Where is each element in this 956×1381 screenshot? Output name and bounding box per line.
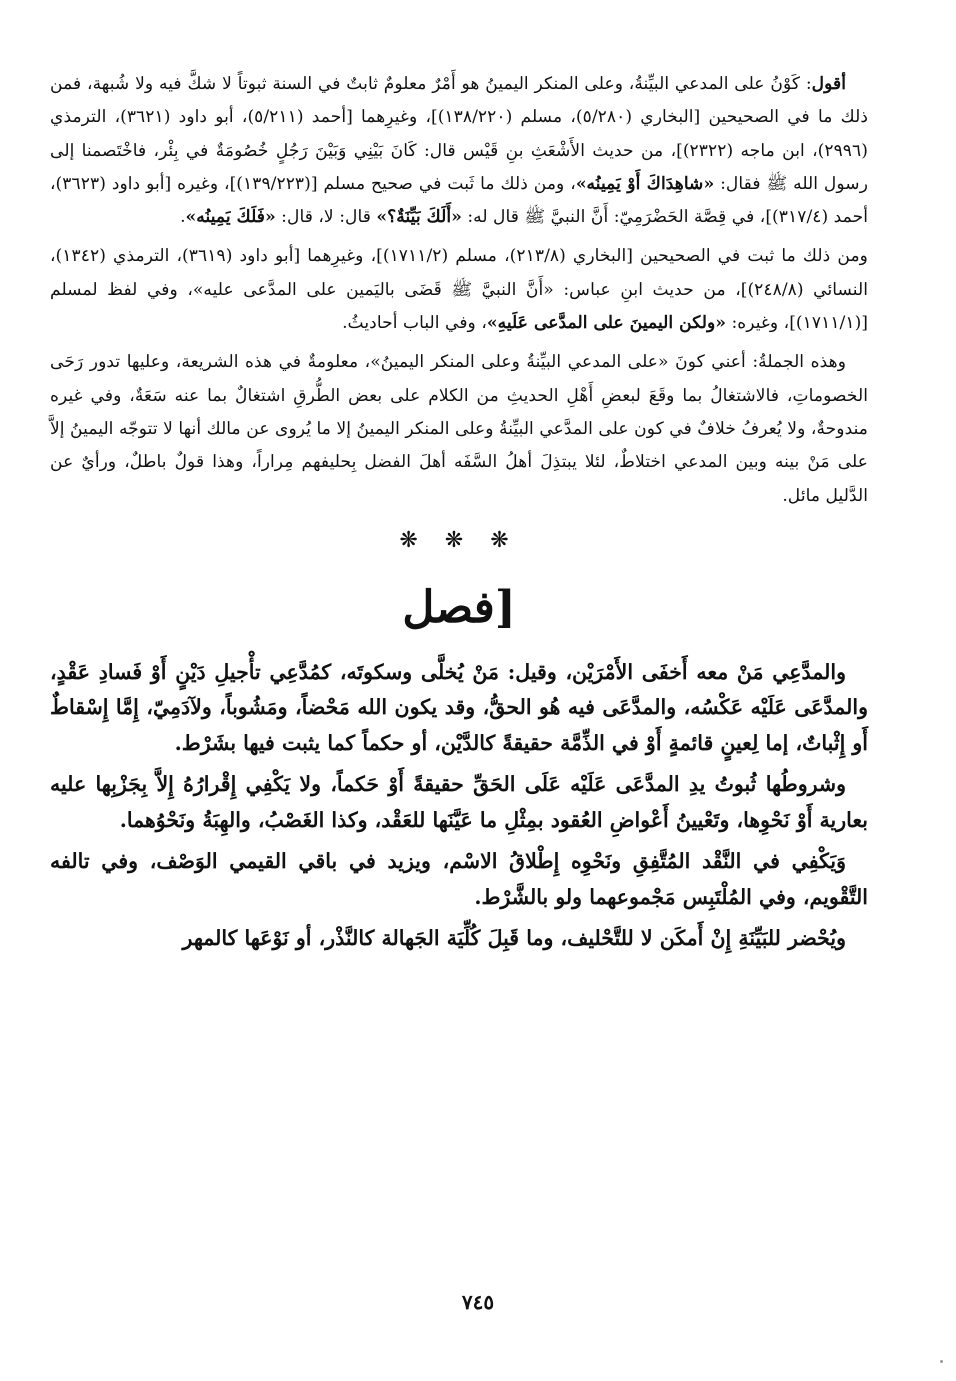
page-content xyxy=(50,68,868,963)
matn-paragraph: وشروطُها ثُبوتُ يدِ المدَّعَى عَلَيْه عَلَى الحَقِّ حقيقةً أَوْ حَكماً، ولا يَكْفِي إِقْرارُهُ إِلاَّ بِجَزْبِها عليه بعارية أَوْ نَحْوِها، وتَعْيينُ أَعْواضِ العُقود بمِثْلِ ما عَيَّنَها للعَقْد، وكذا الغَصْبُ، والهِبَةُ ونَحْوُهما. xyxy=(50,772,868,832)
commentary-2-text-2: ، وفي الباب أحاديثُ. xyxy=(342,313,487,334)
section-heading: [فصل xyxy=(402,581,516,633)
commentary-3-text: وهذه الجملةُ: أعني كونَ «على المدعي البيِّنةُ وعلى المنكر اليمينُ»، معلومةٌ في هذه الشريعة، وعليها تدور رَحَى الخصوماتِ، فالاشتغالُ بما وقَعَ لبعضِ أَهْلِ الحديثِ من الكلام على بعض الطُّرقِ اشتغالٌ بما عنه سَعَةٌ، وفي غيره مندوحةٌ، ولا يُعرفُ خلافٌ في كون على المدَّعي البيِّنةُ وعلى المنكر اليمينُ إلا ما يُروى عن مالك أنها لا تتوجّه اليمينُ إلاَّ على مَنْ بينه وبين المدعي اختلاطٌ، لئلا يبتذِلَ أهلُ السَّفَه أهلَ الفضل بِحليفهم مِراراً، وهذا قولٌ باطلٌ، ورأيٌ عن الدَّليل مائل. xyxy=(50,352,868,506)
commentary-2-text: ومن ذلك ما ثبت في الصحيحين [البخاري (٢١٣/٨)، مسلم (١٧١١/٢)]، وغيرِهما [أبو داود (٣٦١٩)، الترمذي (١٣٤٢)، النسائي (٢٤٨/٨)]، من حديث ابنِ عباس: «أَنَّ النبيَّ ﷺ قَضَى باليَمين على المدَّعى عليه»، وفي لفظ لمسلم [(١٧١١/١)]، وغيره: xyxy=(50,246,868,334)
matn-section xyxy=(50,655,868,957)
commentary-1-text: : كَوْنُ على المدعي البيِّنةُ، وعلى المنكر اليمينُ هو أَمْرٌ معلومٌ ثابتٌ في السنة ثبوتاً لا شكَّ فيه ولا شُبهة، فمن ذلك ما في الصحيحين [البخاري (٥/٢٨٠)، مسلم (١٣٨/٢٢٠)]، وغيرِهما [أحمد (٥/٢١١)، أبو داود (٣٦٢١)، الترمذي (٢٩٩٦)، ابن ماجه (٢٣٢٢)]، من حديث الأَشْعَثِ بنِ قَيْس قال: كَانَ بَيْنِي وَبَيْنَ رَجُلٍ خُصُومَةٌ في بِئْر، فاخْتَصمنا إلى رسول الله ﷺ فقال: xyxy=(50,74,868,194)
page-number: ٧٤٥ xyxy=(461,1290,495,1314)
hadith-quote: «ولكن اليمينَ على المدَّعى عَلَيهِ» xyxy=(486,313,726,334)
hadith-quote: «شاهِدَاكَ أَوْ يَمِينُه» xyxy=(575,173,715,194)
matn-paragraph: ويُحْضر للبَيِّنَةِ إِنْ أَمكَن لا للتَّحْليف، وما قَبِلَ كُلِّيَة الجَهالة كالنَّذْر، أو نَوْعَها كالمهر xyxy=(182,926,846,951)
section-separator: ❋ ❋ ❋ xyxy=(399,527,519,553)
hadith-quote: «أَلَكَ بَيِّنَةٌ؟» xyxy=(376,207,462,228)
commentary-section xyxy=(50,68,868,513)
matn-paragraph: والمدَّعِي مَنْ معه أَخفَى الأَمْرَيْن، وقيل: مَنْ يُخلَّى وسكوتَه، كمُدَّعِي تأْجيلِ دَيْنٍ أَوْ فَسادِ عَقْدٍ، والمدَّعَى عَلَيْه عَكْسُه، والمدَّعَى فيه هُو الحقُّ، وقد يكون الله مَحْضاً، ومَشُوباً، ولآدَمِيّ، إِمَّا إِسْقاطٌ أَو إِثْباتٌ، إما لِعينٍ قائمةٍ أَوْ في الذِّمَّة حقيقةً كالدَّيْن، أو حكماً كما يثبت فيها بشَرْط. xyxy=(50,659,868,755)
commentary-1-text-3: قال: لا، قال: xyxy=(275,207,377,228)
commentary-paragraph-1 xyxy=(50,68,868,234)
commentary-paragraph-2 xyxy=(50,240,868,340)
commentary-1-text-4: . xyxy=(180,207,186,228)
aqulu-lead: أقول xyxy=(811,74,846,94)
commentary-paragraph-3 xyxy=(50,346,868,512)
matn-paragraph: وَيَكْفِي في النَّقْد المُتَّفِقِ ونَحْوِه إِطْلاقُ الاسْم، ويزيد في باقي القيمي الوَصْف، وفي تالفه التَّقْويم، وفي المُلْتَبِس مَجْموعهما ولو بالشَّرْط. xyxy=(50,849,868,909)
hadith-quote: «فَلَكَ يَمِينُه» xyxy=(185,207,276,228)
commentary-1-text-2: ، ومن ذلك ما ثَبت في صحيح مسلم [(١٣٩/٢٢٣)]، وغيره [أبو داود (٣٦٢٣)، أحمد (٣١٧/٤)]، في قِصَّة الحَضْرَمِيّ: أَنَّ النبيَّ ﷺ قال له: xyxy=(50,173,868,228)
scan-speck xyxy=(940,1360,943,1363)
